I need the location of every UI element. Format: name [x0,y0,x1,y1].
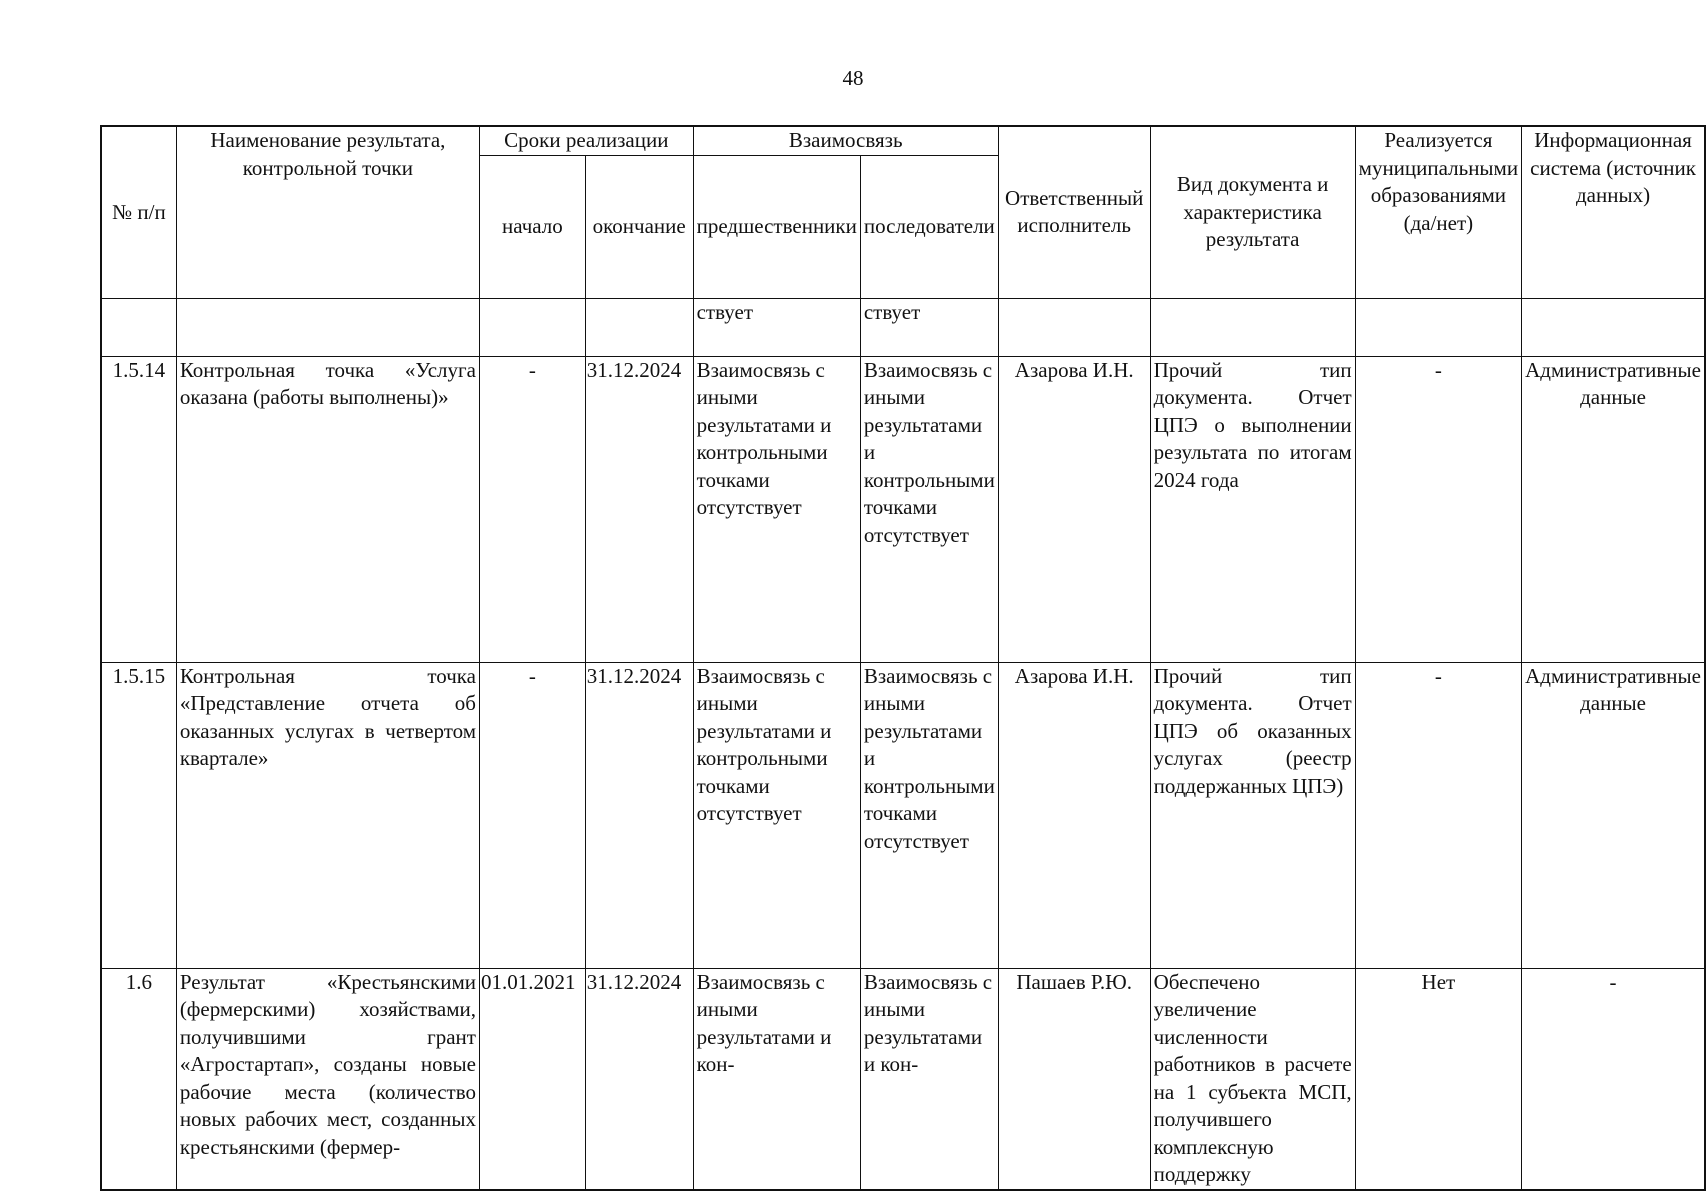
row-num: 1.6 [101,968,176,1190]
header-predecessors: предшественники [693,155,860,298]
row-doc: Обеспечено увеличение численности работников в расчете на 1 субъекта МСП, получившего комплексную поддержку [1150,968,1355,1190]
row-start: - [479,662,585,968]
row-end: 31.12.2024 [585,356,693,662]
header-end: окончание [585,155,693,298]
continuation-pred: ствует [693,298,860,356]
header-info-system: Информационная система (источник данных) [1522,126,1705,298]
table-row [101,968,1705,1190]
row-start: - [479,356,585,662]
row-predecessors: Взаимосвязь с иными результатами и контрольными точками отсутствует [693,662,860,968]
results-table [100,125,1706,1191]
row-municipal: - [1355,662,1521,968]
row-info: - [1522,968,1705,1190]
header-name: Наименование результата, контрольной точки [176,126,479,298]
row-num: 1.5.15 [101,662,176,968]
row-num: 1.5.14 [101,356,176,662]
row-doc: Прочий тип документа. Отчет ЦПЭ об оказанных услугах (реестр поддержанных ЦПЭ) [1150,662,1355,968]
row-start: 01.01.2021 [479,968,585,1190]
continuation-row [101,298,1705,356]
row-municipal: - [1355,356,1521,662]
row-end: 31.12.2024 [585,662,693,968]
page-number: 48 [842,66,864,90]
row-name: Контрольная точка «Представление отчета об оказанных услугах в четвертом квартале» [176,662,479,968]
row-municipal: Нет [1355,968,1521,1190]
row-predecessors: Взаимосвязь с иными результатами и кон- [693,968,860,1190]
row-successors: Взаимосвязь с иными результатами и контрольными точками отсутствует [860,662,998,968]
row-successors: Взаимосвязь с иными результатами и контрольными точками отсутствует [860,356,998,662]
row-info: Административные данные [1522,662,1705,968]
continuation-succ: ствует [860,298,998,356]
header-successors: последователи [860,155,998,298]
header-relation: Взаимосвязь [693,126,998,155]
header-start: начало [479,155,585,298]
row-doc: Прочий тип документа. Отчет ЦПЭ о выполнении результата по итогам 2024 года [1150,356,1355,662]
row-end: 31.12.2024 [585,968,693,1190]
row-predecessors: Взаимосвязь с иными результатами и контрольными точками отсутствует [693,356,860,662]
row-successors: Взаимосвязь с иными результатами и кон- [860,968,998,1190]
header-municipal: Реализуется муниципальными образованиями (да/нет) [1355,126,1521,298]
row-responsible: Азарова И.Н. [998,356,1150,662]
row-name: Результат «Крестьянскими (фермерскими) хозяйствами, получившими грант «Агростартап», созданы новые рабочие места (количество новых рабочих мест, созданных крестьянскими (фермер- [176,968,479,1190]
header-num: № п/п [101,126,176,298]
header-doc-type: Вид документа и характеристика результата [1150,126,1355,298]
table-row [101,356,1705,662]
header-responsible: Ответственный исполнитель [998,126,1150,298]
row-responsible: Пашаев Р.Ю. [998,968,1150,1190]
row-info: Административные данные [1522,356,1705,662]
table-row [101,662,1705,968]
row-responsible: Азарова И.Н. [998,662,1150,968]
row-name: Контрольная точка «Услуга оказана (работы выполнены)» [176,356,479,662]
header-terms: Сроки реализации [479,126,693,155]
